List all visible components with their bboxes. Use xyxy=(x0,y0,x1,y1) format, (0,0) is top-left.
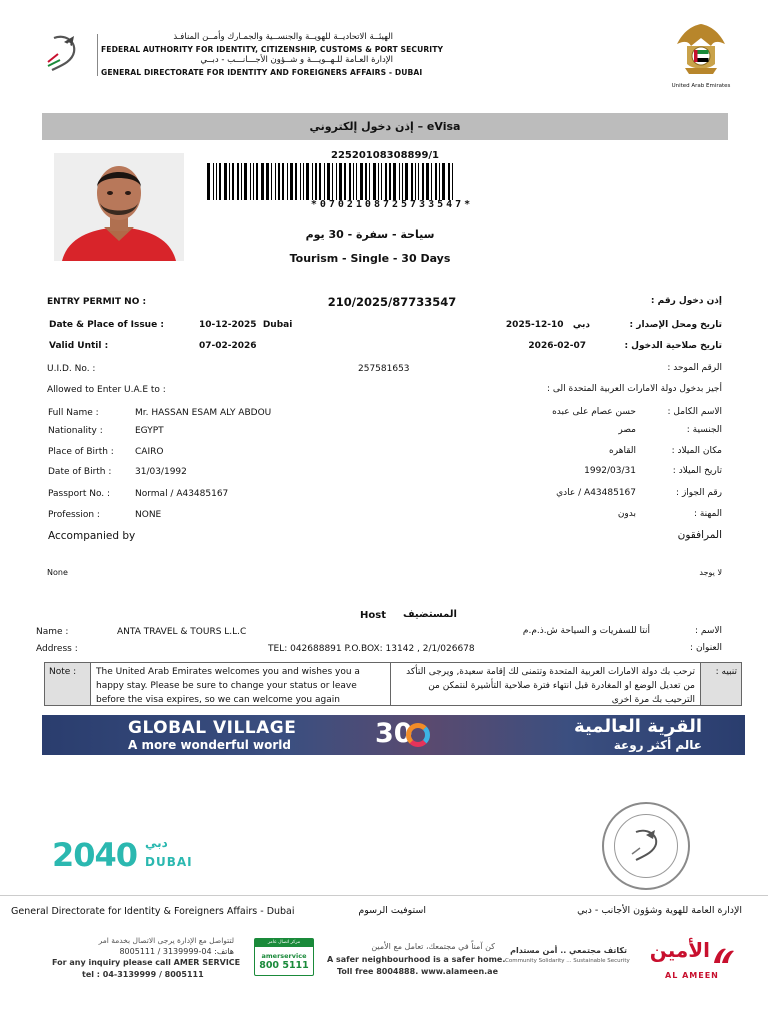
host-name-ar: أنتا للسفريات و السياحة ش.ذ.م.م xyxy=(522,626,650,636)
barcode-bar xyxy=(241,163,242,200)
evisa-title-bar xyxy=(42,113,728,140)
field-value-en: CAIRO xyxy=(135,447,164,457)
banner-num: 30 xyxy=(375,718,413,749)
issue-value-ar: 2025-12-10 دبي xyxy=(505,320,590,330)
amer-ar2: هاتف: 04-3139999 / 8005111 xyxy=(119,947,234,956)
footer-separator xyxy=(0,895,768,896)
barcode-bar xyxy=(275,163,276,200)
barcode-bar xyxy=(219,163,221,200)
barcode-bar xyxy=(448,163,450,200)
barcode-bar xyxy=(360,163,363,200)
barcode-bar xyxy=(426,163,429,200)
accompanied-label-ar: المرافقون xyxy=(677,529,722,541)
field-label-en: Profession : xyxy=(48,510,100,520)
barcode-bar xyxy=(261,163,264,200)
barcode-bar xyxy=(266,163,269,200)
valid-value-en: 07-02-2026 xyxy=(199,341,257,351)
note-label-ar: تنبيه : xyxy=(715,667,737,677)
field-value-en: NONE xyxy=(135,510,162,520)
barcode-bar xyxy=(415,163,416,200)
uid-label-en: U.I.D. No. : xyxy=(47,364,96,374)
barcode-bar xyxy=(244,163,247,200)
note-table xyxy=(44,662,742,706)
entry-permit-label-en: ENTRY PERMIT NO : xyxy=(47,297,147,307)
seal-falcon-icon xyxy=(628,826,668,866)
barcode-bar xyxy=(315,163,317,200)
global-village-banner xyxy=(42,715,745,755)
barcode-bar xyxy=(442,163,445,200)
accompanied-value-en: None xyxy=(47,568,68,577)
header-ar-line1: الهيئــة الاتحاديــة للهويــة والجنســية والجمـارك وأمــن المنافـذ xyxy=(173,32,393,42)
barcode-bar xyxy=(250,163,251,200)
fica-logo xyxy=(44,32,94,74)
barcode-bar xyxy=(431,163,432,200)
field-value-en: 31/03/1992 xyxy=(135,467,187,477)
barcode-bar xyxy=(339,163,342,200)
safer-en2: Toll free 8004888. www.alameen.ae xyxy=(337,967,498,976)
barcode-bar xyxy=(336,163,337,200)
entry-permit-label-ar: إذن دخول رقم : xyxy=(650,296,722,306)
field-label-ar: المهنة : xyxy=(693,509,722,519)
footer-center: استوفيت الرسوم xyxy=(358,905,426,916)
barcode-bar xyxy=(422,163,424,200)
barcode-bar xyxy=(411,163,413,200)
header-en-line2: GENERAL DIRECTORATE FOR IDENTITY AND FOREIGNERS AFFAIRS - DUBAI xyxy=(101,68,423,77)
amer-logo-ar: مركز اتصال عامر xyxy=(255,939,313,947)
amer-logo-num: 800 5111 xyxy=(259,960,309,971)
host-name-label-ar: الاسم : xyxy=(694,626,722,636)
field-value-ar: القاهره xyxy=(609,446,636,456)
amer-ar1: لتتواصل مع الإدارة يرجى الاتصال بخدمة امر xyxy=(98,936,234,945)
valid-label-en: Valid Until : xyxy=(49,341,109,351)
host-address: TEL: 042688891 P.O.BOX: 13142 , 2/1/026678 xyxy=(268,644,475,654)
amer-logo xyxy=(254,938,314,976)
barcode-bar xyxy=(306,163,309,200)
header-en-line1: FEDERAL AUTHORITY FOR IDENTITY, CITIZENSHIP, CUSTOMS & PORT SECURITY xyxy=(101,45,444,54)
field-value-en: Mr. HASSAN ESAM ALY ABDOU xyxy=(135,408,272,418)
alameen-hands-icon xyxy=(712,945,736,965)
field-value-ar: 1992/03/31 xyxy=(584,466,636,476)
note-label-en: Note : xyxy=(49,667,77,677)
valid-label-ar: تاريخ صلاحية الدخول : xyxy=(624,341,722,351)
valid-value-ar: 2026-02-07 xyxy=(528,341,586,351)
issue-label-en: Date & Place of Issue : xyxy=(49,320,164,330)
barcode-bar xyxy=(389,163,391,200)
field-label-ar: رقم الجواز : xyxy=(676,488,722,498)
amer-en1: For any inquiry please call AMER SERVICE xyxy=(52,958,241,967)
barcode-bar xyxy=(378,163,379,200)
header-ar-line2: الإدارة العـامة للـهــويـــة و شــؤون الأجـــانـــب - دبــي xyxy=(200,55,393,65)
barcode-bar xyxy=(282,163,284,200)
host-name-label-en: Name : xyxy=(36,627,69,637)
field-value-ar: بدون xyxy=(617,509,636,519)
uae-emblem-icon xyxy=(673,20,729,78)
note-label-cell xyxy=(45,663,91,705)
official-stamp-seal xyxy=(602,802,690,890)
accompanied-label-en: Accompanied by xyxy=(48,530,136,542)
barcode-bottom-number: *0702108725733547* xyxy=(310,199,474,210)
dubai2040-num: 2040 xyxy=(52,836,138,874)
barcode-bar xyxy=(402,163,403,200)
field-value-ar: A43485167 / عادي xyxy=(556,488,636,498)
barcode xyxy=(207,163,507,200)
barcode-bar xyxy=(452,163,453,200)
issue-label-ar: تاريخ ومحل الإصدار : xyxy=(629,320,722,330)
barcode-bar xyxy=(216,163,217,200)
barcode-bar xyxy=(295,163,297,200)
barcode-bar xyxy=(312,163,313,200)
barcode-bar xyxy=(399,163,400,200)
uid-value: 257581653 xyxy=(358,364,410,374)
banner-ar-title: القرية العالمية xyxy=(574,716,702,737)
banner-en-title: GLOBAL VILLAGE xyxy=(128,718,297,738)
field-label-ar: مكان الميلاد : xyxy=(671,446,722,456)
field-label-en: Full Name : xyxy=(48,408,99,418)
solidarity-ar: تكاتف مجتمعي .. أمن مستدام xyxy=(510,946,627,955)
field-label-ar: تاريخ الميلاد : xyxy=(672,466,722,476)
host-address-label-ar: العنوان : xyxy=(690,643,722,653)
field-label-en: Place of Birth : xyxy=(48,447,114,457)
uae-caption: United Arab Emirates xyxy=(671,83,731,89)
field-label-en: Date of Birth : xyxy=(48,467,112,477)
entry-permit-value: 210/2025/87733547 xyxy=(327,295,457,309)
field-value-ar: حسن عصام على عبده xyxy=(552,407,636,417)
barcode-bar xyxy=(405,163,408,200)
host-title-en: Host xyxy=(360,610,386,621)
field-value-en: Normal / A43485167 xyxy=(135,489,229,499)
alameen-ar: الأمين xyxy=(649,938,710,962)
barcode-bar xyxy=(319,163,321,200)
barcode-bar xyxy=(373,163,376,200)
barcode-bar xyxy=(435,163,437,200)
solidarity-en: Community Solidarity ... Sustainable Security xyxy=(505,958,630,964)
note-text-en: The United Arab Emirates welcomes you and wishes you a happy stay. Please be sure to change your status or leave before the visa expires, so we can welcome you again xyxy=(91,663,391,705)
safer-ar: كن آمناً في مجتمعك، تعامل مع الأمين xyxy=(371,942,495,951)
field-label-en: Passport No. : xyxy=(48,489,111,499)
barcode-bar xyxy=(287,163,288,200)
header-divider xyxy=(97,34,98,76)
barcode-bar xyxy=(232,163,234,200)
banner-ring-icon xyxy=(406,723,430,747)
barcode-bar xyxy=(349,163,351,200)
barcode-bar xyxy=(256,163,258,200)
issue-value-en: 10-12-2025 Dubai xyxy=(199,320,293,330)
barcode-bar xyxy=(353,163,354,200)
field-label-en: Nationality : xyxy=(48,426,103,436)
barcode-bar xyxy=(300,163,301,200)
barcode-bar xyxy=(332,163,333,200)
applicant-photo xyxy=(54,153,184,261)
barcode-bar xyxy=(271,163,272,200)
dubai2040-ar: دبي xyxy=(145,836,168,850)
barcode-bar xyxy=(290,163,293,200)
barcode-bar xyxy=(207,163,210,200)
barcode-bar xyxy=(213,163,214,200)
barcode-bar xyxy=(324,163,325,200)
note-text-ar: ترحب بك دولة الامارات العربية المتحدة وتتمنى لك إقامة سعيدة, ويرجى التأكد من تعديل الوضع او المغادرة قبل انتهاء فترة صلاحية التأشيرة لنتمكن من الترحيب بك مرة اخرى xyxy=(391,663,701,705)
barcode-bar xyxy=(439,163,440,200)
banner-en-sub: A more wonderful world xyxy=(128,738,291,752)
footer-right: الإدارة العامة للهوية وشؤون الأجانب - دبي xyxy=(577,905,742,916)
barcode-bar xyxy=(381,163,382,200)
visa-type-en: Tourism - Single - 30 Days xyxy=(289,252,451,265)
evisa-title: إذن دخول إلكتروني – eVisa xyxy=(309,120,461,133)
safer-en1: A safer neighbourhood is a safer home. xyxy=(327,955,506,964)
barcode-bar xyxy=(393,163,396,200)
amer-logo-en: amerservice xyxy=(261,952,307,960)
field-label-ar: الاسم الكامل : xyxy=(667,407,722,417)
barcode-bar xyxy=(385,163,387,200)
host-name-en: ANTA TRAVEL & TOURS L.L.C xyxy=(117,627,247,637)
field-value-en: EGYPT xyxy=(135,426,164,436)
amer-en2: tel : 04-3139999 / 8005111 xyxy=(82,970,204,979)
barcode-bar xyxy=(237,163,239,200)
visa-type-ar: سياحة - سفرة - 30 يوم xyxy=(305,228,435,241)
barcode-bar xyxy=(224,163,227,200)
allowed-label-ar: أجيز بدخول دولة الامارات العربية المتحدة الى : xyxy=(547,384,722,394)
barcode-bar xyxy=(253,163,254,200)
field-value-ar: مصر xyxy=(618,425,636,435)
field-label-ar: الجنسية : xyxy=(686,425,722,435)
barcode-bar xyxy=(418,163,419,200)
barcode-bar xyxy=(369,163,370,200)
dubai2040-en: DUBAI xyxy=(145,855,193,869)
barcode-bar xyxy=(278,163,280,200)
barcode-bar xyxy=(356,163,357,200)
footer-left: General Directorate for Identity & Foreigners Affairs - Dubai xyxy=(11,906,295,917)
barcode-bar xyxy=(327,163,330,200)
alameen-en: AL AMEEN xyxy=(665,971,719,980)
allowed-label-en: Allowed to Enter U.A.E to : xyxy=(47,385,166,395)
note-label-ar-cell xyxy=(701,663,741,705)
accompanied-value-ar: لا يوجد xyxy=(699,568,722,577)
barcode-bar xyxy=(303,163,304,200)
host-title-ar: المستضيف xyxy=(403,609,457,620)
banner-ar-sub: عالم أكثر روعة xyxy=(613,738,702,752)
barcode-bar xyxy=(344,163,346,200)
host-address-label-en: Address : xyxy=(36,644,78,654)
barcode-bar xyxy=(229,163,230,200)
uid-label-ar: الرقم الموحد : xyxy=(667,363,722,373)
barcode-top-number: 22520108308899/1 xyxy=(330,150,440,161)
barcode-bar xyxy=(365,163,367,200)
